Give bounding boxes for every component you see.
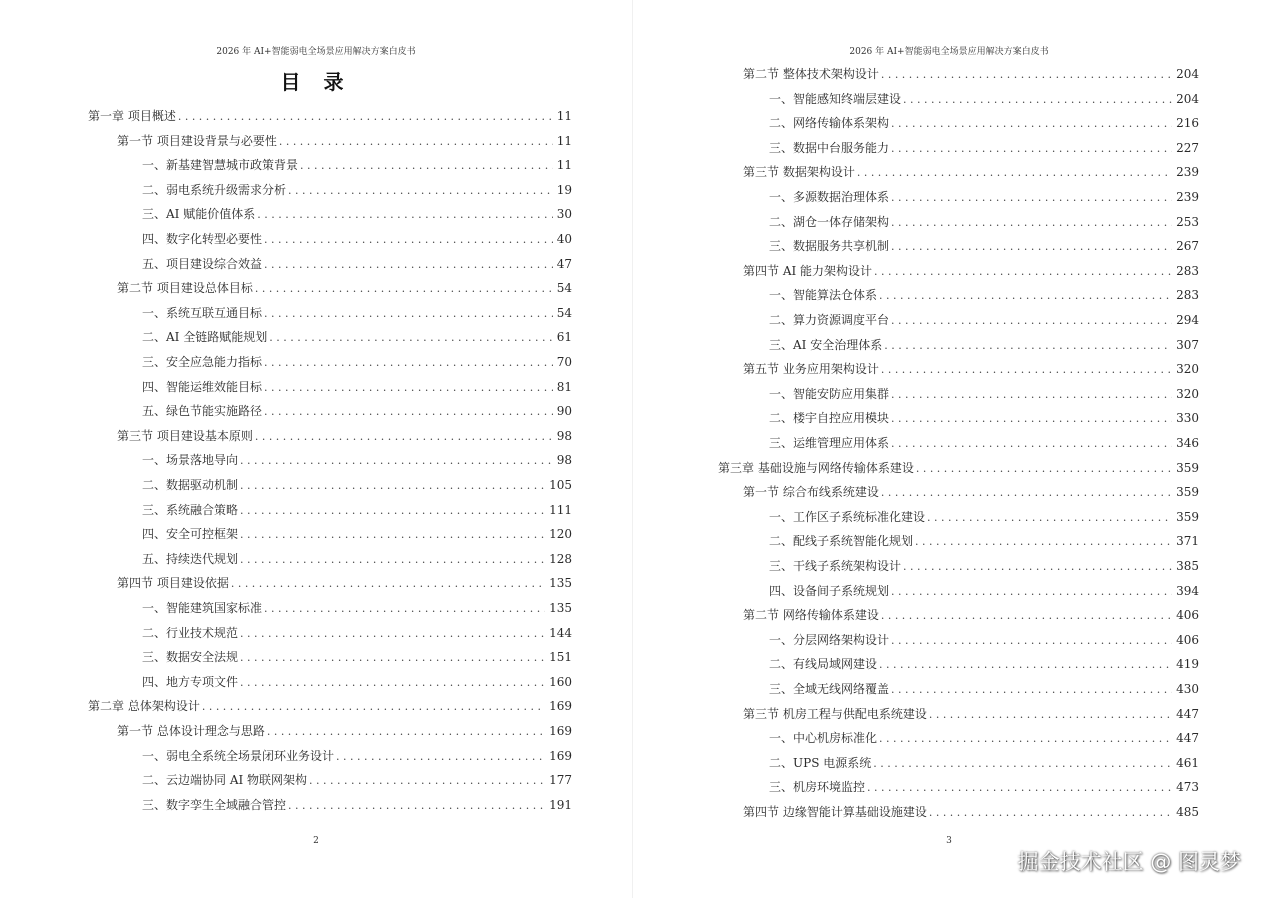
toc-entry-label: 第三章 基础设施与网络传输体系建设 (718, 460, 914, 475)
toc-entry-page-number: 346 (1176, 436, 1199, 450)
toc-leader-dots (264, 253, 553, 278)
toc-entry[interactable] (743, 702, 1199, 727)
toc-entry-label: 二、有线局域网建设 (769, 657, 878, 672)
toc-entry-label: 四、数字化转型必要性 (142, 232, 263, 246)
toc-leader-dots (240, 548, 545, 573)
toc-entry-label: 一、分层网络架构设计 (769, 632, 890, 647)
toc-entry-label: 三、安全应急能力指标 (142, 355, 263, 369)
toc-leader-dots (929, 703, 1172, 728)
toc-entry-page-number: 135 (549, 601, 572, 615)
toc-entry-label: 二、弱电系统升级需求分析 (142, 182, 287, 197)
toc-entry[interactable] (769, 283, 1199, 308)
toc-leader-dots (264, 597, 545, 622)
toc-entry-label: 一、智能安防应用集群 (769, 386, 890, 401)
toc-leader-dots (867, 776, 1172, 801)
toc-entry-page-number: 151 (549, 650, 572, 665)
toc-leader-dots (255, 425, 553, 450)
toc-entry-page-number: 461 (1176, 755, 1199, 770)
toc-entry[interactable] (142, 670, 572, 695)
toc-entry[interactable] (142, 547, 572, 572)
toc-entry-label: 一、工作区子系统标准化建设 (769, 509, 926, 524)
toc-leader-dots (879, 653, 1172, 678)
toc-entry-label: 四、安全可控框架 (142, 527, 239, 542)
toc-leader-dots (264, 376, 553, 401)
toc-leader-dots (202, 695, 545, 720)
toc-leader-dots (240, 499, 545, 524)
toc-leader-dots (300, 154, 553, 179)
toc-entry[interactable] (117, 571, 572, 596)
toc-entry[interactable] (88, 694, 572, 719)
toc-entry-label: 三、AI 安全治理体系 (769, 337, 883, 352)
toc-entry-page-number: 320 (1176, 362, 1199, 377)
toc-leader-dots (903, 555, 1172, 580)
toc-entry-page-number: 169 (549, 699, 572, 714)
toc-entry-page-number: 98 (556, 428, 572, 443)
toc-entry[interactable] (769, 111, 1199, 136)
toc-entry-page-number: 485 (1176, 805, 1199, 819)
toc-entry-page-number: 70 (556, 355, 572, 369)
toc-entry-page-number: 204 (1176, 91, 1199, 106)
toc-entry-label: 第三节 机房工程与供配电系统建设 (743, 706, 927, 721)
toc-leader-dots (881, 63, 1172, 88)
toc-entry[interactable] (743, 160, 1199, 185)
toc-entry-page-number: 447 (1176, 706, 1199, 721)
toc-leader-dots (891, 629, 1172, 654)
toc-leader-dots (264, 400, 553, 425)
toc-entry-label: 一、中心机房标准化 (769, 731, 878, 746)
toc-leader-dots (240, 671, 545, 696)
page-number: 2 (313, 836, 319, 846)
toc-entry[interactable] (769, 234, 1199, 259)
toc-entry[interactable] (142, 596, 572, 621)
toc-leader-dots (891, 432, 1172, 457)
toc-entry[interactable] (88, 104, 572, 129)
toc-leader-dots (891, 137, 1172, 162)
toc-entry-label: 一、智能建筑国家标准 (142, 601, 263, 615)
toc-entry-label: 三、运维管理应用体系 (769, 436, 890, 450)
toc-entry-label: 三、干线子系统架构设计 (769, 559, 902, 573)
toc-entry[interactable] (769, 628, 1199, 653)
toc-entry-page-number: 239 (1176, 190, 1199, 204)
toc-entry[interactable] (142, 744, 572, 769)
toc-entry-page-number: 160 (549, 674, 572, 689)
toc-entry[interactable] (743, 800, 1199, 825)
toc-leader-dots (884, 334, 1172, 359)
toc-entry[interactable] (769, 751, 1199, 776)
toc-entry-label: 第一节 总体设计理念与思路 (117, 724, 265, 738)
toc-leader-dots (240, 474, 545, 499)
toc-entry-label: 二、配线子系统智能化规划 (769, 534, 914, 549)
toc-entry[interactable] (769, 775, 1199, 800)
toc-entry-label: 一、弱电全系统全场景闭环业务设计 (142, 748, 335, 763)
toc-entry-label: 第一节 项目建设背景与必要性 (117, 133, 277, 148)
toc-entry[interactable] (769, 554, 1199, 579)
toc-entry-page-number: 330 (1176, 411, 1199, 426)
toc-entry-label: 五、持续迭代规划 (142, 551, 239, 566)
toc-entry[interactable] (743, 480, 1199, 505)
toc-entry-page-number: 447 (1176, 731, 1199, 746)
toc-leader-dots (279, 130, 553, 155)
toc-leader-dots (927, 506, 1172, 531)
toc-entry[interactable] (769, 431, 1199, 456)
toc-entry-page-number: 169 (549, 724, 572, 738)
toc-entry-page-number: 253 (1176, 214, 1199, 229)
toc-leader-dots (891, 309, 1172, 334)
toc-entry-label: 三、系统融合策略 (142, 502, 239, 517)
toc-leader-dots (891, 678, 1172, 703)
toc-entry-page-number: 11 (556, 133, 572, 148)
toc-entry-page-number: 169 (549, 748, 572, 763)
toc-entry-page-number: 90 (556, 404, 572, 419)
toc-entry-label: 第五节 业务应用架构设计 (743, 362, 879, 377)
toc-entry[interactable] (769, 382, 1199, 407)
toc-leader-dots (891, 211, 1172, 236)
running-header: 2026 年 AI+智能弱电全场景应用解决方案白皮书 (849, 47, 1049, 57)
toc-entry[interactable] (142, 448, 572, 473)
toc-leader-dots (881, 358, 1172, 383)
toc-entry-label: 二、数据驱动机制 (142, 478, 239, 492)
toc-entry-label: 第三节 项目建设基本原则 (117, 428, 253, 443)
toc-entry-page-number: 40 (556, 232, 572, 246)
toc-entry[interactable] (769, 406, 1199, 431)
toc-entry[interactable] (142, 498, 572, 523)
toc-leader-dots (891, 112, 1172, 137)
toc-entry-page-number: 111 (549, 502, 572, 517)
toc-entry-label: 第二节 整体技术架构设计 (743, 67, 879, 81)
toc-leader-dots (267, 720, 545, 745)
toc-entry[interactable] (743, 62, 1199, 87)
toc-entry[interactable] (769, 505, 1199, 530)
toc-entry-label: 二、AI 全链路赋能规划 (142, 330, 268, 345)
toc-entry[interactable] (142, 350, 572, 375)
toc-leader-dots (916, 457, 1172, 482)
toc-entry[interactable] (117, 129, 572, 154)
toc-entry-page-number: 283 (1176, 263, 1199, 278)
toc-leader-dots (336, 745, 545, 770)
toc-entry-page-number: 61 (556, 330, 572, 345)
toc-entry[interactable] (769, 333, 1199, 358)
toc-leader-dots (288, 794, 545, 819)
toc-entry-page-number: 406 (1176, 632, 1199, 647)
toc-entry[interactable] (743, 603, 1199, 628)
toc-entry-page-number: 359 (1176, 485, 1199, 500)
toc-title: 目 录 (280, 70, 352, 94)
toc-leader-dots (881, 604, 1172, 629)
toc-entry-label: 三、数据安全法规 (142, 650, 239, 665)
toc-entry-page-number: 216 (1176, 116, 1199, 131)
toc-leader-dots (873, 752, 1172, 777)
toc-entry-label: 二、行业技术规范 (142, 625, 239, 640)
toc-entry[interactable] (718, 456, 1199, 481)
toc-entry-page-number: 135 (549, 576, 572, 591)
toc-entry-label: 三、机房环境监控 (769, 780, 866, 795)
toc-entry-page-number: 227 (1176, 140, 1199, 155)
toc-leader-dots (255, 277, 553, 302)
toc-entry[interactable] (769, 308, 1199, 333)
toc-entry-label: 二、湖仓一体存储架构 (769, 214, 890, 229)
toc-entry-page-number: 11 (556, 158, 572, 173)
toc-entry-page-number: 294 (1176, 313, 1199, 327)
toc-entry-label: 二、UPS 电源系统 (769, 755, 872, 770)
toc-entry-label: 一、多源数据治理体系 (769, 190, 890, 204)
toc-entry[interactable] (142, 227, 572, 252)
toc-entry-label: 一、场景落地导向 (142, 453, 239, 468)
toc-leader-dots (240, 646, 545, 671)
toc-entry-label: 三、数据服务共享机制 (769, 239, 890, 254)
toc-entry[interactable] (743, 259, 1199, 284)
toc-entry-label: 第一节 综合布线系统建设 (743, 485, 879, 500)
toc-leader-dots (240, 622, 545, 647)
toc-leader-dots (879, 727, 1172, 752)
toc-entry-page-number: 267 (1176, 239, 1199, 254)
toc-page-right (633, 0, 1265, 898)
toc-entry-label: 三、AI 赋能价值体系 (142, 207, 256, 222)
toc-leader-dots (269, 326, 552, 351)
toc-leader-dots (309, 769, 545, 794)
toc-entry-page-number: 47 (556, 256, 572, 271)
toc-entry-page-number: 81 (556, 379, 572, 394)
toc-entry-label: 四、智能运维效能目标 (142, 379, 263, 394)
toc-entry-page-number: 320 (1176, 386, 1199, 401)
toc-entry-page-number: 120 (549, 527, 572, 542)
toc-entry-label: 一、智能感知终端层建设 (769, 91, 902, 106)
toc-entry-label: 一、智能算法仓体系 (769, 288, 878, 303)
toc-entry-page-number: 128 (549, 551, 572, 566)
toc-leader-dots (264, 228, 553, 253)
toc-entry-page-number: 283 (1176, 288, 1199, 303)
toc-entry[interactable] (769, 579, 1199, 604)
toc-entry-label: 三、数字孪生全域融合管控 (142, 797, 287, 812)
toc-entry[interactable] (769, 210, 1199, 235)
toc-leader-dots (879, 284, 1172, 309)
toc-entry-label: 第二节 网络传输体系建设 (743, 608, 879, 623)
toc-entry-page-number: 105 (549, 478, 572, 492)
toc-entry-label: 一、系统互联互通目标 (142, 305, 263, 320)
watermark: 掘金技术社区 @ 图灵梦 (1017, 850, 1241, 874)
toc-leader-dots (915, 530, 1172, 555)
toc-leader-dots (231, 572, 545, 597)
toc-entry-page-number: 307 (1176, 337, 1199, 352)
toc-entry-label: 第一章 项目概述 (88, 109, 176, 123)
toc-page-left (0, 0, 632, 898)
running-header: 2026 年 AI+智能弱电全场景应用解决方案白皮书 (216, 47, 416, 57)
toc-entry-label: 第四节 AI 能力架构设计 (743, 263, 873, 278)
toc-leader-dots (857, 161, 1172, 186)
toc-leader-dots (891, 580, 1172, 605)
toc-entry[interactable] (142, 522, 572, 547)
toc-entry[interactable] (117, 276, 572, 301)
toc-entry[interactable] (117, 424, 572, 449)
toc-entry-page-number: 359 (1176, 509, 1199, 524)
toc-entry-page-number: 19 (556, 182, 572, 197)
toc-entry-label: 二、算力资源调度平台 (769, 313, 890, 327)
toc-entry-page-number: 11 (556, 109, 572, 123)
toc-entry-page-number: 406 (1176, 608, 1199, 623)
toc-entry-page-number: 98 (556, 453, 572, 468)
toc-entry[interactable] (142, 793, 572, 818)
toc-entry-page-number: 419 (1176, 657, 1199, 672)
toc-leader-dots (264, 302, 553, 327)
toc-entry-page-number: 144 (549, 625, 572, 640)
toc-entry[interactable] (769, 677, 1199, 702)
toc-entry[interactable] (142, 375, 572, 400)
toc-entry-label: 二、云边端协同 AI 物联网架构 (142, 773, 308, 788)
toc-entry-label: 第二节 项目建设总体目标 (117, 281, 253, 296)
toc-entry-page-number: 191 (549, 797, 572, 812)
toc-entry-label: 第四节 项目建设依据 (117, 576, 229, 591)
toc-entry-label: 四、设备间子系统规划 (769, 583, 890, 598)
toc-entry-page-number: 30 (556, 207, 572, 222)
toc-entry[interactable] (769, 529, 1199, 554)
toc-entry-label: 四、地方专项文件 (142, 674, 239, 689)
toc-entry[interactable] (743, 357, 1199, 382)
toc-entry[interactable] (142, 399, 572, 424)
toc-entry[interactable] (769, 185, 1199, 210)
toc-entry-page-number: 473 (1176, 780, 1199, 795)
toc-leader-dots (891, 186, 1172, 211)
toc-entry[interactable] (117, 719, 572, 744)
toc-entry-page-number: 54 (556, 305, 572, 320)
toc-entry-label: 三、全域无线网络覆盖 (769, 682, 890, 696)
toc-leader-dots (178, 105, 553, 130)
toc-entry-label: 二、楼宇自控应用模块 (769, 411, 890, 426)
toc-leader-dots (257, 203, 552, 228)
toc-leader-dots (929, 801, 1172, 826)
toc-entry[interactable] (142, 645, 572, 670)
toc-entry[interactable] (142, 768, 572, 793)
toc-entry-page-number: 394 (1176, 583, 1199, 598)
toc-leader-dots (891, 407, 1172, 432)
toc-entry-label: 第四节 边缘智能计算基础设施建设 (743, 805, 927, 819)
toc-entry[interactable] (142, 301, 572, 326)
toc-entry[interactable] (769, 87, 1199, 112)
toc-entry[interactable] (142, 153, 572, 178)
toc-entry[interactable] (142, 202, 572, 227)
toc-leader-dots (874, 260, 1172, 285)
toc-entry-label: 二、网络传输体系架构 (769, 116, 890, 131)
page-number: 3 (946, 836, 952, 846)
toc-entry-label: 五、项目建设综合效益 (142, 256, 263, 271)
toc-entry[interactable] (769, 136, 1199, 161)
toc-entry-page-number: 204 (1176, 67, 1199, 81)
toc-entry-page-number: 54 (556, 281, 572, 296)
toc-entry-label: 一、新基建智慧城市政策背景 (142, 158, 299, 173)
toc-leader-dots (891, 383, 1172, 408)
toc-entry-label: 三、数据中台服务能力 (769, 140, 890, 155)
toc-entry-page-number: 359 (1176, 460, 1199, 475)
toc-entry[interactable] (142, 325, 572, 350)
toc-entry[interactable] (769, 726, 1199, 751)
toc-leader-dots (288, 179, 553, 204)
toc-entry-page-number: 385 (1176, 559, 1199, 573)
toc-entry[interactable] (769, 652, 1199, 677)
toc-entry[interactable] (142, 621, 572, 646)
toc-entry[interactable] (142, 252, 572, 277)
toc-leader-dots (881, 481, 1172, 506)
toc-entry[interactable] (142, 473, 572, 498)
toc-leader-dots (240, 449, 553, 474)
toc-entry-page-number: 177 (549, 773, 572, 788)
toc-entry-label: 第三节 数据架构设计 (743, 165, 855, 180)
toc-leader-dots (891, 235, 1172, 260)
toc-entry[interactable] (142, 178, 572, 203)
toc-entry-page-number: 371 (1176, 534, 1199, 549)
toc-leader-dots (240, 523, 545, 548)
toc-entry-label: 五、绿色节能实施路径 (142, 404, 263, 419)
toc-leader-dots (264, 351, 553, 376)
toc-leader-dots (903, 88, 1172, 113)
toc-entry-page-number: 430 (1176, 682, 1199, 696)
toc-entry-page-number: 239 (1176, 165, 1199, 180)
toc-entry-label: 第二章 总体架构设计 (88, 699, 200, 714)
